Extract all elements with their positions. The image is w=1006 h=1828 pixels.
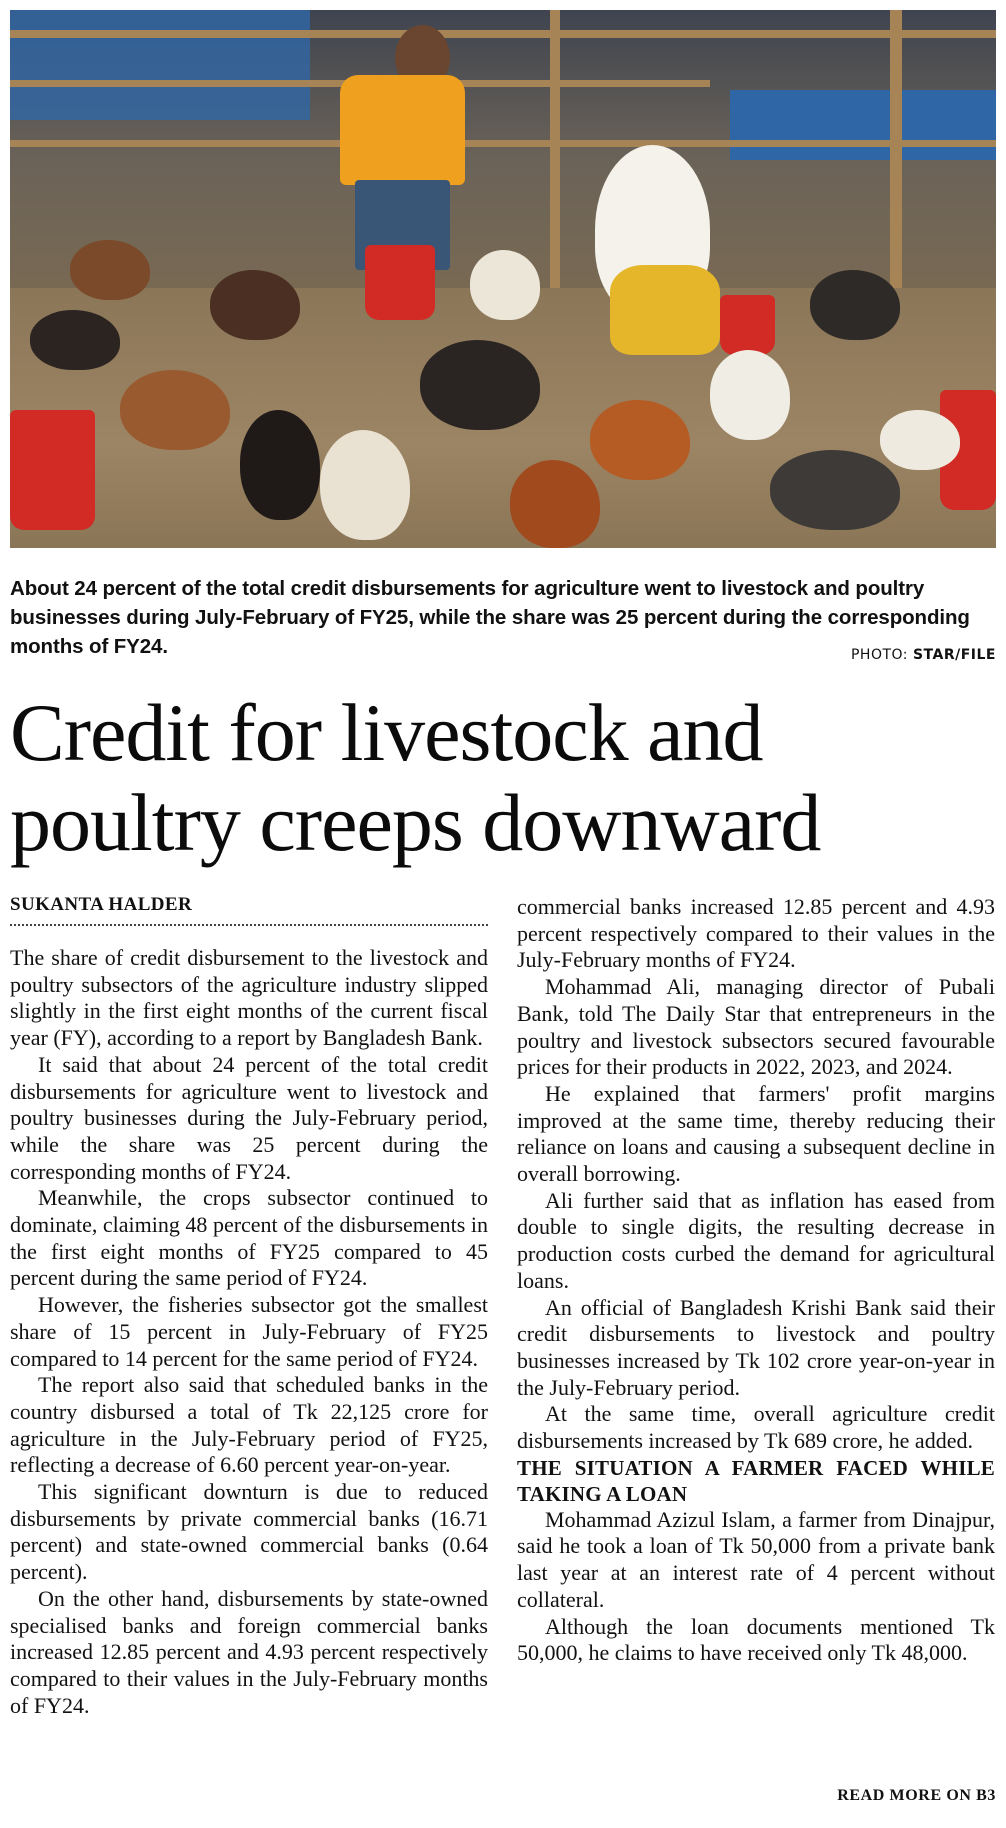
chicken	[30, 310, 120, 370]
chicken	[510, 460, 600, 548]
woman-dress	[610, 265, 720, 355]
subheading: THE SITUATION A FARMER FACED WHILE TAKING A LOAN	[517, 1455, 995, 1506]
chicken	[810, 270, 900, 340]
red-feeder	[720, 295, 775, 355]
paragraph: Mohammad Azizul Islam, a farmer from Dinajpur, said he took a loan of Tk 50,000 from a private bank last year at an interest rate of 4 percent without collateral.	[517, 1506, 995, 1612]
paragraph: Ali further said that as inflation has eased from double to single digits, the resulting decrease in production costs curbed the demand for agricultural loans.	[517, 1187, 995, 1293]
blue-tarp-right	[730, 90, 996, 160]
chicken	[240, 410, 320, 520]
paragraph: Mohammad Ali, managing director of Pubali Bank, told The Daily Star that entrepreneurs in the poultry and livestock subsectors secured favourable prices for their products in 2022, 2023, and 2024.	[517, 974, 995, 1080]
byline: SUKANTA HALDER	[10, 894, 488, 926]
man-shirt	[340, 75, 465, 185]
bamboo-beam	[10, 30, 996, 38]
paragraph: At the same time, overall agriculture credit disbursements increased by Tk 689 crore, he added.	[517, 1401, 995, 1454]
bamboo-beam	[10, 140, 996, 147]
chicken	[770, 450, 900, 530]
bamboo-post	[550, 10, 560, 310]
article-column-right	[517, 894, 995, 1667]
read-more-link[interactable]: READ MORE ON B3	[837, 1787, 996, 1804]
blue-tarp-left	[10, 10, 310, 120]
chicken	[320, 430, 410, 540]
chicken	[590, 400, 690, 480]
paragraph: An official of Bangladesh Krishi Bank said their credit disbursements to livestock and poultry businesses increased by Tk 102 crore year-on-year in the July-February period.	[517, 1294, 995, 1400]
paragraph: It said that about 24 percent of the total credit disbursements for agriculture went to livestock and poultry businesses during the July-February period, while the share was 25 percent during the corresponding months of FY24.	[10, 1051, 488, 1184]
paragraph: Meanwhile, the crops subsector continued to dominate, claiming 48 percent of the disbursements in the first eight months of FY25 compared to 45 percent during the same period of FY24.	[10, 1185, 488, 1291]
chicken	[470, 250, 540, 320]
photo-credit	[851, 647, 996, 663]
paragraph: He explained that farmers' profit margins improved at the same time, thereby reducing their reliance on loans and causing a subsequent decline in overall borrowing.	[517, 1080, 995, 1187]
article-column-left	[10, 945, 488, 1718]
paragraph: The report also said that scheduled banks in the country disbursed a total of Tk 22,125 crore for agriculture in the July-February period of FY25, reflecting a decrease of 6.60 percent year-on-year.	[10, 1372, 488, 1478]
bamboo-post	[890, 10, 902, 330]
chicken	[710, 350, 790, 440]
headline: Credit for livestock and poultry creeps downward	[10, 687, 821, 868]
photo-credit-prefix: PHOTO:	[850, 647, 913, 663]
red-feeder	[365, 245, 435, 320]
chicken	[70, 240, 150, 300]
photo-credit-source: STAR/FILE	[912, 647, 996, 663]
paragraph: On the other hand, disbursements by state-owned specialised banks and foreign commercial banks increased 12.85 percent and 4.93 percent respectively compared to their values in the July-February months of FY24.	[10, 1585, 488, 1718]
photo-caption: About 24 percent of the total credit disbursements for agriculture went to livestock and poultry businesses during July-February of FY25, while the share was 25 percent during the corresponding months of FY24.	[10, 577, 970, 658]
chicken	[120, 370, 230, 450]
chicken	[210, 270, 300, 340]
article-photo	[10, 10, 996, 548]
red-feeder	[10, 410, 95, 530]
paragraph-continued: commercial banks increased 12.85 percent and 4.93 percent respectively compared to their values in the July-February months of FY24.	[517, 894, 995, 973]
paragraph: However, the fisheries subsector got the smallest share of 15 percent in July-February of FY25 compared to 14 percent for the same period of FY24.	[10, 1292, 488, 1371]
paragraph: The share of credit disbursement to the livestock and poultry subsectors of the agriculture industry slipped slightly in the first eight months of the current fiscal year (FY), according to a report by Bangladesh Bank.	[10, 945, 488, 1051]
chicken	[880, 410, 960, 470]
paragraph: This significant downturn is due to reduced disbursements by private commercial banks (16.71 percent) and state-owned commercial banks (0.64 percent).	[10, 1479, 488, 1585]
paragraph: Although the loan documents mentioned Tk 50,000, he claims to have received only Tk 48,000.	[517, 1613, 995, 1666]
chicken	[420, 340, 540, 430]
